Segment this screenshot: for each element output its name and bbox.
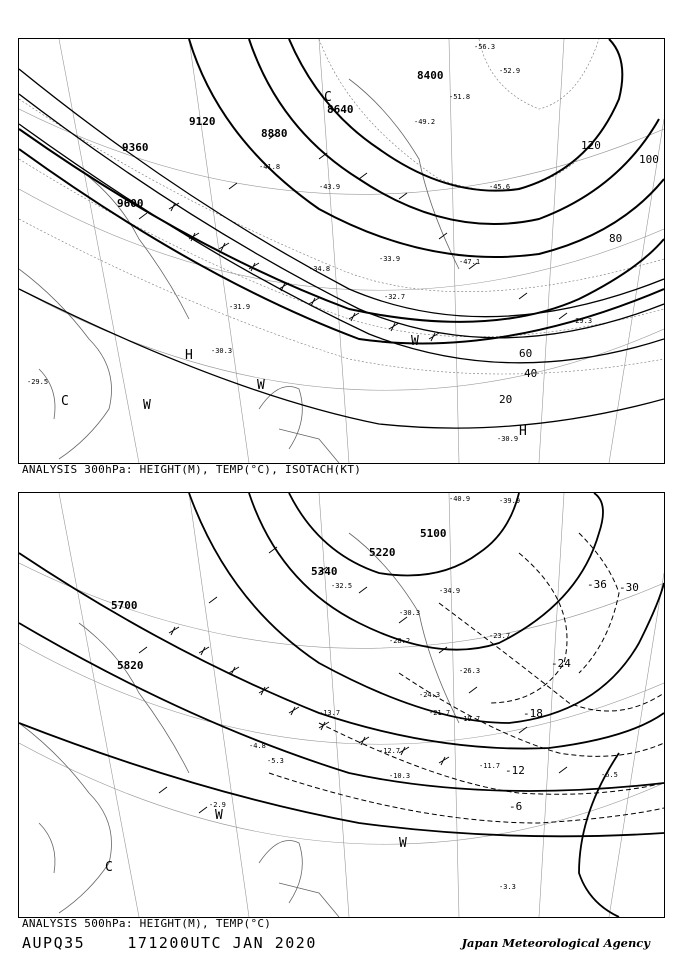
center-warm: W <box>215 808 223 823</box>
station-temp: -30.9 <box>497 435 519 443</box>
isotach-label: 120 <box>581 139 601 152</box>
height-label: 5220 <box>369 546 396 559</box>
caption-500hpa: ANALYSIS 500hPa: HEIGHT(M), TEMP(°C) <box>22 917 272 930</box>
isotherm-label: -12 <box>505 764 525 777</box>
station-temp: -41.8 <box>259 163 281 171</box>
station-temp: -33.9 <box>379 255 401 263</box>
station-temp: -26.3 <box>459 667 481 675</box>
isotach-label: 40 <box>524 367 538 380</box>
station-temp: -28.2 <box>389 637 411 645</box>
center-cold: C <box>61 394 69 409</box>
analysis-datetime: 171200UTC JAN 2020 <box>127 934 317 952</box>
agency-name: Japan Meteorological Agency <box>461 936 650 950</box>
isotach-label: 60 <box>519 347 533 360</box>
station-temp: -40.9 <box>449 495 471 503</box>
height-label: 5100 <box>420 527 447 540</box>
station-temp: -23.7 <box>489 632 511 640</box>
chart-500hpa-map <box>19 493 664 917</box>
center-warm: W <box>143 398 151 413</box>
center-high: H <box>519 424 527 439</box>
height-label: 8400 <box>417 69 444 82</box>
isotachs <box>19 69 664 428</box>
center-cold: C <box>105 860 113 875</box>
station-temp: -30.3 <box>211 347 233 355</box>
station-temp: -34.8 <box>309 265 331 273</box>
height-label: 8880 <box>261 127 288 140</box>
isotherm-label: -18 <box>523 707 543 720</box>
station-temp: -12.7 <box>379 747 401 755</box>
isotherm-label: -6 <box>509 800 523 813</box>
station-temp: -34.9 <box>439 587 461 595</box>
product-header <box>22 934 317 952</box>
station-temp: -56.3 <box>474 43 496 51</box>
station-temp: -2.9 <box>209 801 226 809</box>
isotherm-label: -36 <box>587 578 607 591</box>
station-temp: -4.8 <box>249 742 266 750</box>
station-temp: -10.3 <box>389 772 411 780</box>
graticule <box>19 493 664 917</box>
center-high: H <box>185 348 193 363</box>
coastlines <box>19 79 459 463</box>
station-temp: -51.8 <box>449 93 471 101</box>
chart-300hpa-map <box>19 39 664 463</box>
station-temp: -24.3 <box>419 691 441 699</box>
station-temp: -47.1 <box>459 258 481 266</box>
isotach-label: 100 <box>639 153 659 166</box>
isotherm-label: -24 <box>551 657 571 670</box>
station-temp: -30.3 <box>399 609 421 617</box>
height-label: 9600 <box>117 197 144 210</box>
chart-300hpa <box>18 38 665 464</box>
station-temp: -45.6 <box>489 183 511 191</box>
station-temp: -52.9 <box>499 67 521 75</box>
height-label: 5820 <box>117 659 144 672</box>
height-contours <box>19 493 664 917</box>
height-label: 5700 <box>111 599 138 612</box>
center-warm: W <box>257 378 265 393</box>
station-temp: -32.7 <box>384 293 406 301</box>
station-temp: -19.7 <box>459 715 481 723</box>
chart-500hpa <box>18 492 665 918</box>
height-label: 9120 <box>189 115 216 128</box>
station-temp: -6.5 <box>601 771 618 779</box>
isotherm-label: -30 <box>619 581 639 594</box>
coastlines <box>19 533 459 917</box>
caption-300hpa: ANALYSIS 300hPa: HEIGHT(M), TEMP(°C), ISOTACH(KT) <box>22 463 362 476</box>
center-warm: W <box>399 836 407 851</box>
station-temp: -32.5 <box>331 582 353 590</box>
center-cold: C <box>324 90 332 105</box>
station-temp: -43.9 <box>319 183 341 191</box>
isotach-label: 20 <box>499 393 513 406</box>
station-temp: -49.2 <box>414 118 436 126</box>
product-id: AUPQ35 <box>22 934 86 952</box>
station-temp: -21.7 <box>429 709 451 717</box>
station-temp: -39.9 <box>499 497 521 505</box>
station-temp: -13.7 <box>319 709 341 717</box>
isotach-label: 80 <box>609 232 623 245</box>
station-temp: -29.5 <box>27 378 49 386</box>
height-label: 9360 <box>122 141 149 154</box>
height-label: 5340 <box>311 565 338 578</box>
station-temp: -11.7 <box>479 762 501 770</box>
station-temp: -3.3 <box>499 883 516 891</box>
height-label: 8640 <box>327 103 354 116</box>
station-temp: -31.9 <box>229 303 251 311</box>
station-temp: -5.3 <box>267 757 284 765</box>
station-temp: -29.3 <box>571 317 593 325</box>
center-warm: W <box>411 334 419 349</box>
